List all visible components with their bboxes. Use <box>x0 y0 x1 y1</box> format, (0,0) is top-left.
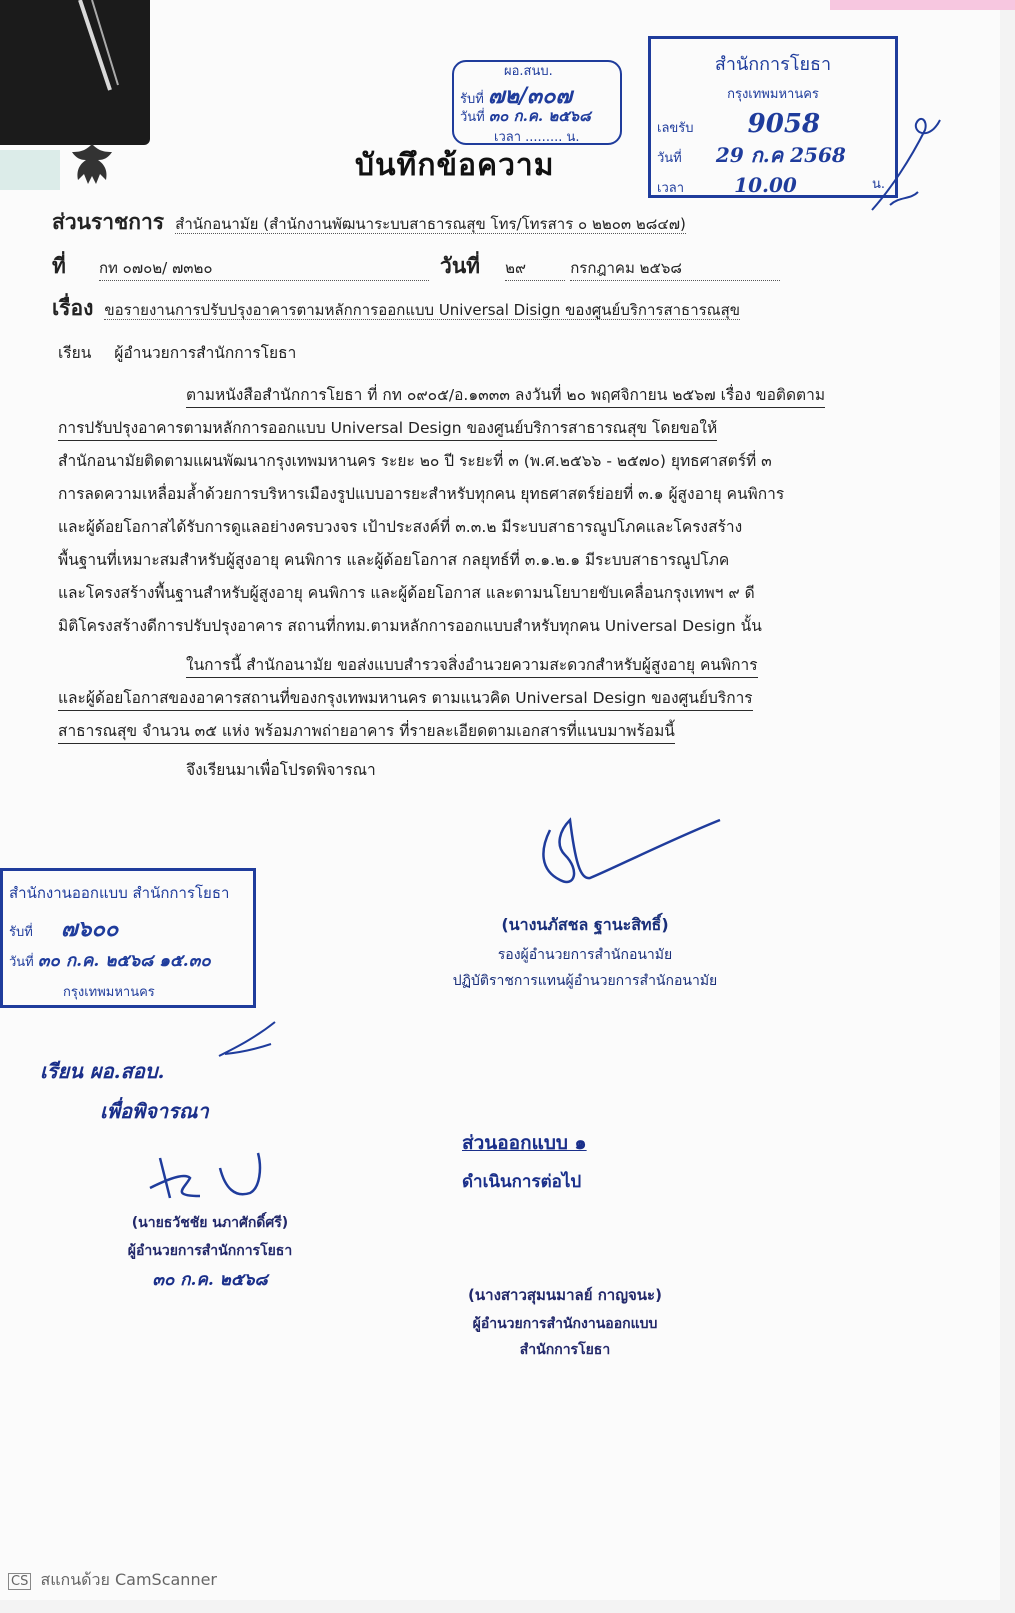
design-date-value: ๓๐ ก.ค. ๒๕๖๘ ๑๕.๓๐ <box>37 951 211 971</box>
design-director-name: (นางสาวสุมนมาลย์ กาญจนะ) <box>468 1286 662 1304</box>
main-signer-name: (นางนภัสชล ฐานะสิทธิ์) <box>501 915 669 934</box>
receipt-date-value: ๓๐ ก.ค. ๒๕๖๘ <box>488 107 591 125</box>
design-stamp-org: กรุงเทพมหานคร <box>63 985 155 1000</box>
design-office-stamp <box>0 868 256 1008</box>
subject-row <box>52 292 952 325</box>
para1-line: และผู้ด้อยโอกาสได้รับการดูแลอย่างครบวงจร เป้าประสงค์ที่ ๓.๓.๒ มีระบบสาธารณูปโภคและโครงสร้าง <box>58 518 743 536</box>
yotha-stamp-subtitle: กรุงเทพมหานคร <box>727 87 819 102</box>
receipt-time-suffix: น. <box>566 130 580 145</box>
receipt-stamp-title: ผอ.สนบ. <box>504 64 553 79</box>
ref-value: กท ๐๗๐๒/ ๗๓๒๐ <box>99 256 429 281</box>
para1-line: การปรับปรุงอาคารตามหลักการออกแบบ Universal Design ของศูนย์บริการสาธารณสุข โดยขอให้ <box>58 415 717 441</box>
date-label: วันที่ <box>440 254 481 278</box>
signature-nabhatchol-icon <box>520 800 730 910</box>
yotha-receipt-stamp <box>648 36 898 198</box>
director-name: (นายธวัชชัย นภาศักดิ์ศรี) <box>131 1215 289 1231</box>
subject-label: เรื่อง <box>52 296 94 320</box>
camscanner-watermark <box>8 1568 217 1593</box>
para2-line: ในการนี้ สำนักอนามัย ขอส่งแบบสำรวจสิ่งอำนวยความสะดวกสำหรับผู้สูงอายุ คนพิการ <box>186 652 758 678</box>
yotha-time-suffix: น. <box>871 177 885 192</box>
main-signer-position2: ปฏิบัติราชการแทนผู้อำนวยการสำนักอนามัย <box>452 973 718 989</box>
camscanner-logo-icon: CS <box>8 1573 31 1590</box>
receipt-date-label: วันที่ <box>460 110 485 125</box>
para1-line: มิติโครงสร้างดีการปรับปรุงอาคาร สถานที่กทม.ตามหลักการออกแบบสำหรับทุกคน Universal Design นั้น <box>58 617 762 635</box>
yotha-date-value: 29 ก.ค 2568 <box>715 143 846 167</box>
design-director-position2: สำนักการโยธา <box>519 1342 611 1358</box>
design-stamp-title: สำนักงานออกแบบ สำนักการโยธา <box>9 884 230 902</box>
design-director-position1: ผู้อำนวยการสำนักงานออกแบบ <box>472 1316 658 1332</box>
clip-icon <box>0 0 150 145</box>
garuda-emblem-icon <box>64 140 120 194</box>
ref-date-row <box>52 250 952 283</box>
design-no-value: ๗๖๐๐ <box>60 916 119 942</box>
para1-line: พื้นฐานที่เหมาะสมสำหรับผู้สูงอายุ คนพิการ และผู้ด้อยโอกาส กลยุทธ์ที่ ๓.๑.๒.๑ มีระบบสาธารณูปโภค <box>58 551 730 569</box>
design-note <box>462 1128 587 1195</box>
salutation-row <box>58 340 296 365</box>
salutation-label: เรียน <box>58 344 92 362</box>
date-rest: กรกฎาคม ๒๕๖๘ <box>570 256 780 281</box>
page-title: บันทึกข้อความ <box>355 148 555 183</box>
yotha-time-value: 10.00 <box>734 173 797 197</box>
design-director-signature-block <box>420 1283 710 1361</box>
para1-line: และโครงสร้างพื้นฐานสำหรับผู้สูงอายุ คนพิการ และผู้ด้อยโอกาส และตามนโยบายขับเคลื่อนกรุงเทพฯ ๙ ดี <box>58 584 755 602</box>
main-signature-block <box>420 913 750 992</box>
sticky-note <box>0 150 60 190</box>
receipt-no-label: รับที่ <box>460 92 484 107</box>
yotha-no-label: เลขรับ <box>657 121 694 136</box>
design-note-line2: ดำเนินการต่อไป <box>462 1172 582 1192</box>
agency-row <box>52 206 952 239</box>
yotha-date-label: วันที่ <box>657 151 682 166</box>
signature-thawatchai-icon <box>140 1148 280 1208</box>
black-object-photo <box>0 0 150 145</box>
date-day: ๒๙ <box>505 256 565 281</box>
salutation-value: ผู้อำนวยการสำนักการโยธา <box>114 344 297 362</box>
design-no-label: รับที่ <box>9 925 33 940</box>
director-date: ๓๐ ก.ค. ๒๕๖๘ <box>152 1270 268 1290</box>
receipt-time-label: เวลา <box>494 130 522 145</box>
para2-line: สาธารณสุข จำนวน ๓๕ แห่ง พร้อมภาพถ่ายอาคาร ที่รายละเอียดตามเอกสารที่แนบมาพร้อมนี้ <box>58 718 675 744</box>
main-signer-position1: รองผู้อำนวยการสำนักอนามัย <box>497 947 673 963</box>
camscanner-text: สแกนด้วย CamScanner <box>40 1570 217 1589</box>
handnote-line1: เรียน ผอ.สอบ. <box>40 1059 165 1083</box>
handnote-line2: เพื่อพิจารณา <box>100 1099 209 1123</box>
agency-label: ส่วนราชการ <box>52 210 165 234</box>
para2-line: และผู้ด้อยโอกาสของอาคารสถานที่ของกรุงเทพมหานคร ตามแนวคิด Universal Design ของศูนย์บริการ <box>58 685 753 711</box>
yotha-no-value: 9058 <box>747 109 821 139</box>
ref-label: ที่ <box>52 254 66 278</box>
closing-line: จึงเรียนมาเพื่อโปรดพิจารณา <box>186 761 376 779</box>
design-note-line1: ส่วนออกแบบ ๑ <box>462 1132 587 1154</box>
initials-scribble-icon <box>870 100 950 220</box>
pink-strip <box>830 0 1015 10</box>
director-position: ผู้อำนวยการสำนักการโยธา <box>127 1243 293 1259</box>
design-date-label: วันที่ <box>9 955 34 970</box>
receipt-no-value: ๗๒/๓๐๗ <box>487 83 573 109</box>
para1-line: ตามหนังสือสำนักการโยธา ที่ กท ๐๙๐๕/อ.๑๓๓๓ ลงวันที่ ๒๐ พฤศจิกายน ๒๕๖๗ เรื่อง ขอติดตาม <box>186 382 825 408</box>
small-scribble-icon <box>215 1018 285 1063</box>
receipt-stamp: ผอ.สนบ. รับที่ ๗๒/๓๐๗ วันที่ ๓๐ ก.ค. ๒๕๖๘ เวลา ......... น. <box>452 60 622 145</box>
agency-value: สำนักอนามัย (สำนักงานพัฒนาระบบสาธารณสุข โทร/โทรสาร ๐ ๒๒๐๓ ๒๘๔๗) <box>175 215 686 233</box>
yotha-time-label: เวลา <box>657 181 685 196</box>
para1-line: สำนักอนามัยติดตามแผนพัฒนากรุงเทพมหานคร ระยะ ๒๐ ปี ระยะที่ ๓ (พ.ศ.๒๕๖๖ - ๒๕๗๐) ยุทธศาสตร์ที่ ๓ <box>58 452 772 470</box>
yotha-stamp-title: สำนักการโยธา <box>714 54 832 75</box>
director-signature-block <box>100 1212 320 1293</box>
para1-line: การลดความเหลื่อมล้ำด้วยการบริหารเมืองรูปแบบอารยะสำหรับทุกคน ยุทธศาสตร์ย่อยที่ ๓.๑ ผู้สูงอายุ คนพิการ <box>58 485 785 503</box>
subject-value: ขอรายงานการปรับปรุงอาคารตามหลักการออกแบบ Universal Disign ของศูนย์บริการสาธารณสุข <box>104 301 741 319</box>
